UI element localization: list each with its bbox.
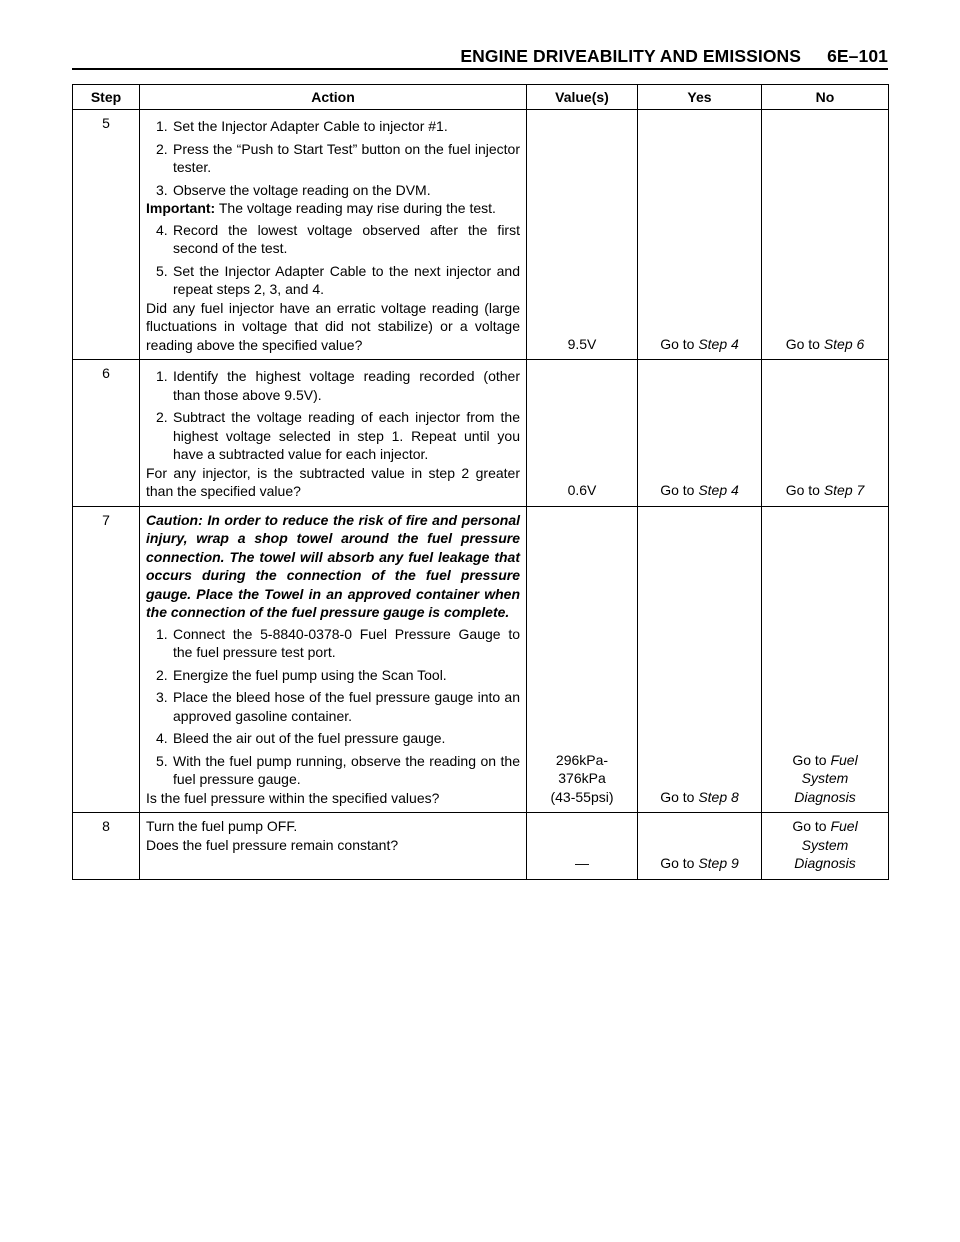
- step-action: [140, 360, 527, 507]
- yes-prefix: Go to: [660, 788, 699, 805]
- step-value: 9.5V: [527, 110, 638, 360]
- no-result: [762, 813, 889, 880]
- step-question: Is the fuel pressure within the specified values?: [146, 789, 440, 806]
- step-number: 8: [73, 813, 140, 880]
- no-target-link[interactable]: Step 6: [823, 335, 865, 352]
- step-number: 5: [73, 110, 140, 360]
- item-number: 5.: [156, 262, 168, 279]
- step-question: Does the fuel pressure remain constant?: [146, 836, 399, 853]
- yes-result: [638, 360, 762, 507]
- list-item: [156, 181, 520, 200]
- list-item: [156, 262, 520, 299]
- yes-target-link[interactable]: Step 4: [698, 335, 739, 352]
- item-number: 2.: [156, 666, 168, 683]
- column-header-no: No: [762, 85, 889, 110]
- yes-prefix: Go to: [660, 482, 699, 498]
- page-header: [72, 44, 888, 70]
- item-number: 4.: [156, 221, 168, 238]
- yes-target-link[interactable]: Step 4: [698, 482, 739, 498]
- yes-target-link[interactable]: Step 9: [698, 855, 739, 871]
- no-target-link[interactable]: Fuel: [830, 818, 858, 834]
- step-question: For any injector, is the subtracted value in step 2 greater than the specified value?: [146, 464, 520, 499]
- item-number: 1.: [156, 625, 168, 642]
- yes-prefix: Go to: [660, 335, 699, 352]
- no-target-line: [768, 751, 882, 770]
- item-number: 2.: [156, 409, 168, 425]
- no-result: [762, 110, 889, 360]
- item-number: 2.: [156, 140, 168, 157]
- item-number: 5.: [156, 752, 168, 769]
- item-text: Set the Injector Adapter Cable to injector #1.: [173, 118, 448, 134]
- no-result: [762, 506, 889, 813]
- table-row-step-5: [73, 110, 889, 360]
- no-prefix: Go to: [792, 751, 831, 768]
- no-target-line: [768, 817, 882, 836]
- item-text: Observe the voltage reading on the DVM.: [173, 181, 431, 198]
- no-target-link[interactable]: System: [801, 836, 849, 853]
- list-item: [156, 408, 520, 464]
- diagnostic-table: [72, 84, 889, 880]
- no-target-link[interactable]: Diagnosis: [794, 788, 856, 805]
- step-number: 6: [73, 360, 140, 507]
- value-line: 376kPa: [558, 770, 606, 786]
- step-action: [140, 110, 527, 360]
- no-target-link[interactable]: Fuel: [830, 751, 858, 768]
- no-prefix: Go to: [785, 335, 824, 352]
- item-text: Subtract the voltage reading of each injector from the highest voltage selected in step 1. Repeat until you have a subtracted value for each injector.: [173, 409, 520, 462]
- item-text: Record the lowest voltage observed after the first second of the test.: [173, 221, 520, 256]
- list-item: [156, 117, 520, 136]
- no-prefix: Go to: [785, 482, 824, 498]
- table-header-row: [73, 85, 889, 110]
- item-number: 3.: [156, 181, 168, 198]
- step-action: [140, 506, 527, 813]
- no-prefix: Go to: [792, 818, 831, 834]
- yes-result: [638, 813, 762, 880]
- item-number: 1.: [156, 118, 168, 134]
- item-text: Press the “Push to Start Test” button on the fuel injector tester.: [173, 140, 520, 175]
- value-line: (43-55psi): [550, 788, 614, 805]
- yes-result: [638, 110, 762, 360]
- item-text: Energize the fuel pump using the Scan Tool.: [173, 666, 447, 683]
- column-header-step: Step: [73, 85, 140, 110]
- column-header-yes: Yes: [638, 85, 762, 110]
- step-question: Did any fuel injector have an erratic voltage reading (large fluctuations in voltage that did not stabilize) or a voltage reading above the specified value?: [146, 299, 520, 353]
- table-row-step-7: [73, 506, 889, 813]
- table-row-step-6: [73, 360, 889, 507]
- important-label: Important:: [146, 200, 216, 216]
- step-instruction: Turn the fuel pump OFF.: [146, 818, 298, 834]
- item-text: Identify the highest voltage reading recorded (other than those above 9.5V).: [173, 368, 520, 403]
- step-value: [527, 506, 638, 813]
- no-target-link[interactable]: Step 7: [823, 482, 865, 498]
- page-number: 6E–101: [827, 46, 888, 66]
- step-number: 7: [73, 506, 140, 813]
- list-item: [156, 367, 520, 404]
- list-item: [156, 666, 520, 685]
- list-item: [156, 625, 520, 662]
- value-line: 296kPa-: [555, 751, 609, 768]
- item-text: Connect the 5-8840-0378-0 Fuel Pressure Gauge to the fuel pressure test port.: [173, 625, 520, 660]
- step-action: [140, 813, 527, 880]
- list-item: [156, 688, 520, 725]
- yes-result: [638, 506, 762, 813]
- important-text: The voltage reading may rise during the test.: [215, 200, 496, 216]
- list-item: [156, 221, 520, 258]
- item-text: Place the bleed hose of the fuel pressure gauge into an approved gasoline container.: [173, 689, 520, 724]
- item-text: Bleed the air out of the fuel pressure gauge.: [173, 730, 446, 746]
- item-text: Set the Injector Adapter Cable to the next injector and repeat steps 2, 3, and 4.: [173, 262, 520, 297]
- column-header-action: Action: [140, 85, 527, 110]
- item-text: With the fuel pump running, observe the reading on the fuel pressure gauge.: [173, 752, 520, 787]
- item-number: 4.: [156, 730, 168, 746]
- no-result: [762, 360, 889, 507]
- yes-prefix: Go to: [660, 855, 699, 871]
- item-number: 1.: [156, 368, 168, 384]
- yes-target-link[interactable]: Step 8: [698, 788, 739, 805]
- header-rule: [72, 68, 888, 70]
- no-target-link[interactable]: System: [801, 770, 849, 786]
- item-number: 3.: [156, 689, 168, 705]
- list-item: [156, 140, 520, 177]
- step-value: 0.6V: [527, 360, 638, 507]
- important-note: [146, 199, 520, 218]
- list-item: [156, 752, 520, 789]
- caution-note: Caution: In order to reduce the risk of fire and personal injury, wrap a shop towel around the fuel pressure connection. The towel will absorb any fuel leakage that occurs during the connection of the fuel pressure gauge. Place the Towel in an approved container when the connection of the fuel pressure gauge is complete.: [146, 511, 520, 620]
- step-value: —: [527, 813, 638, 880]
- column-header-values: Value(s): [527, 85, 638, 110]
- list-item: [156, 729, 520, 748]
- no-target-link[interactable]: Diagnosis: [794, 855, 856, 871]
- chapter-title: ENGINE DRIVEABILITY AND EMISSIONS: [460, 46, 802, 66]
- page-title: [460, 46, 888, 67]
- table-row-step-8: [73, 813, 889, 880]
